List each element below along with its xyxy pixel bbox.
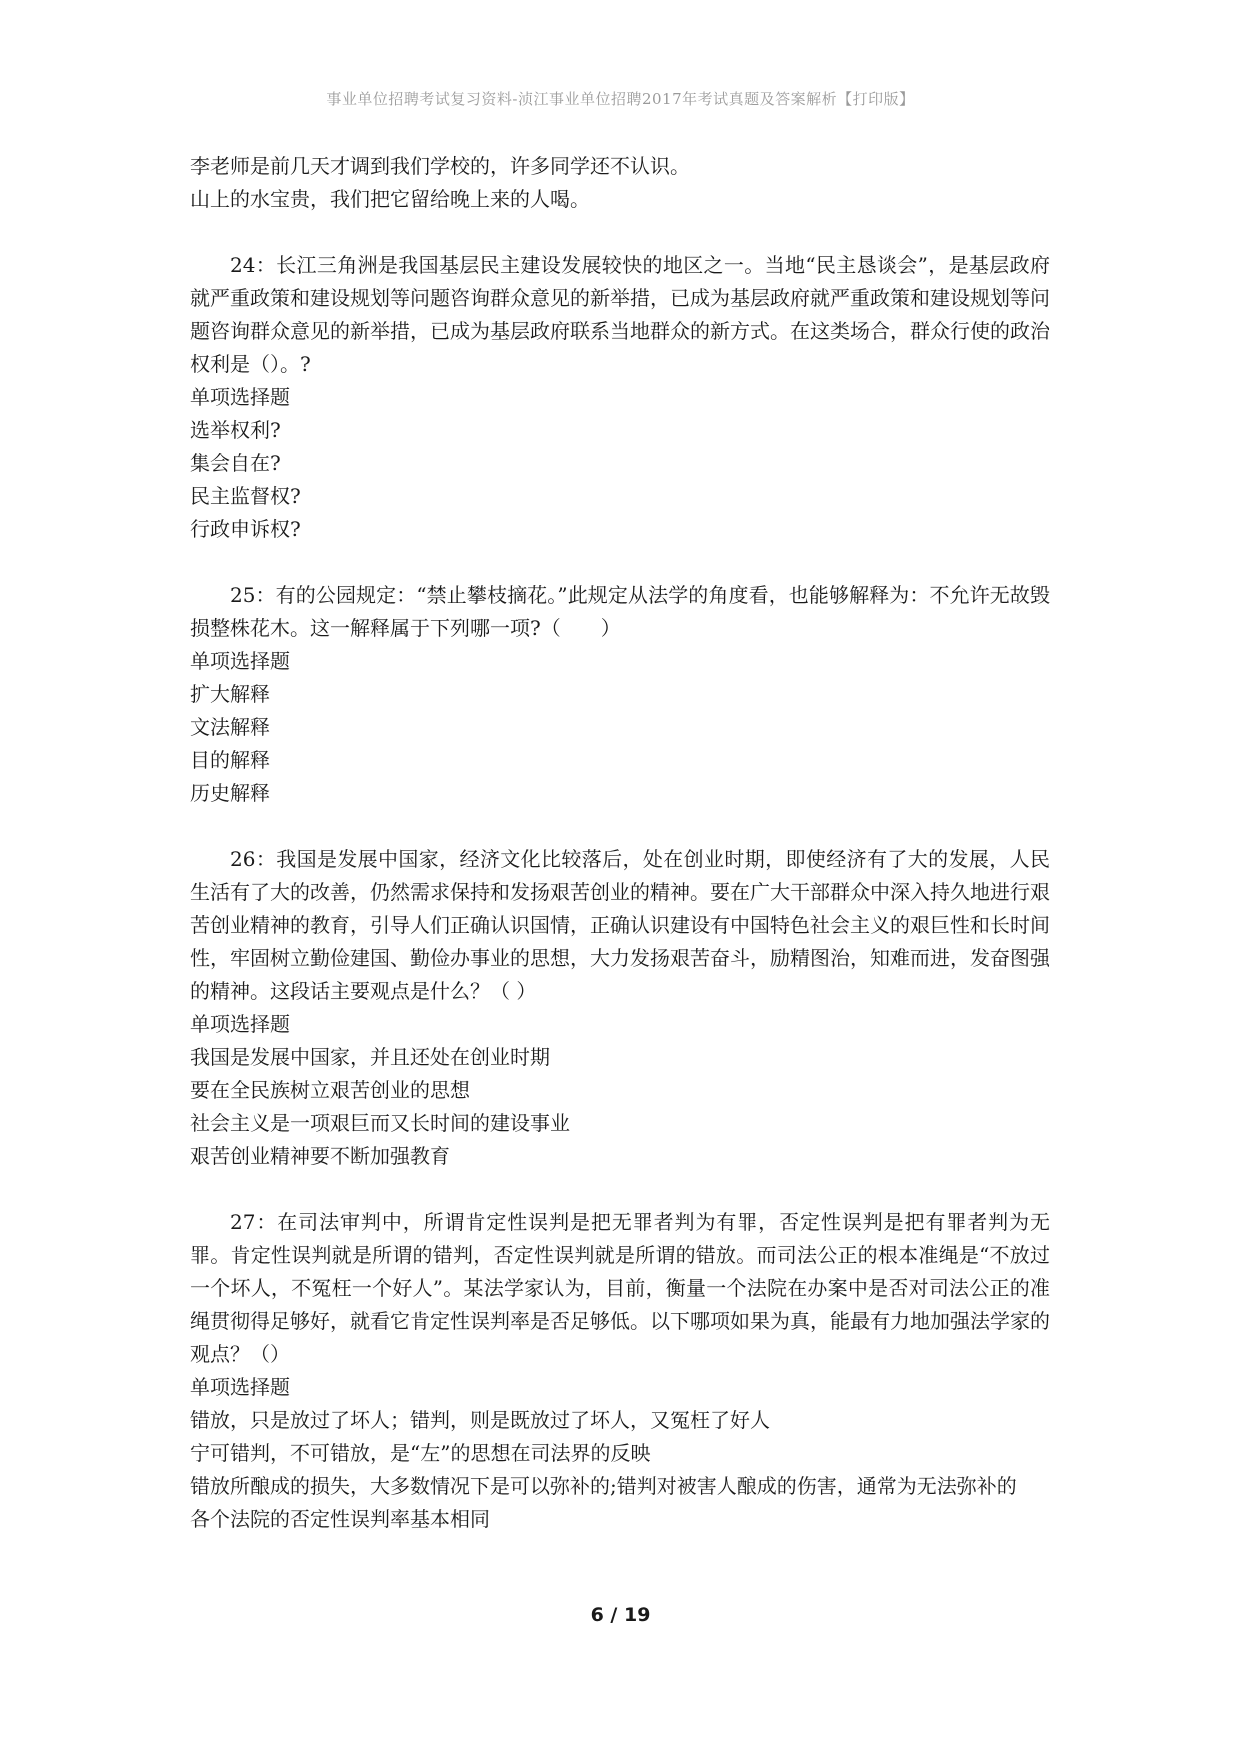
- question-option: 行政申诉权?: [190, 517, 301, 541]
- question-stem: 24：长江三角洲是我国基层民主建设发展较快的地区之一。当地“民主恳谈会”，是基层政府就严重政策和建设规划等问题咨询群众意见的新举措，已成为基层政府就严重政策和建设规划等问题咨询群众意见的新举措，已成为基层政府联系当地群众的新方式。在这类场合，群众行使的政治权利是（）。?: [190, 253, 1050, 376]
- question-option: 错放所酿成的损失，大多数情况下是可以弥补的;错判对被害人酿成的伤害，通常为无法弥补的: [190, 1474, 1017, 1498]
- question-24: [190, 249, 1050, 546]
- question-stem: 27：在司法审判中，所谓肯定性误判是把无罪者判为有罪，否定性误判是把有罪者判为无罪。肯定性误判就是所谓的错判，否定性误判就是所谓的错放。而司法公正的根本准绳是“不放过一个坏人，不冤枉一个好人”。某法学家认为，目前，衡量一个法院在办案中是否对司法公正的准绳贯彻得足够好，就看它肯定性误判率是否足够低。以下哪项如果为真，能最有力地加强法学家的观点？（）: [190, 1210, 1050, 1366]
- question-type: 单项选择题: [190, 1375, 290, 1399]
- document-body: [190, 150, 1050, 1536]
- intro-line: 李老师是前几天才调到我们学校的，许多同学还不认识。: [190, 154, 690, 178]
- question-stem: 26：我国是发展中国家，经济文化比较落后，处在创业时期，即使经济有了大的发展，人民生活有了大的改善，仍然需求保持和发扬艰苦创业的精神。要在广大干部群众中深入持久地进行艰苦创业精神的教育，引导人们正确认识国情，正确认识建设有中国特色社会主义的艰巨性和长时间性，牢固树立勤俭建国、勤俭办事业的思想，大力发扬艰苦奋斗，励精图治，知难而进，发奋图强的精神。这段话主要观点是什么？（ ）: [190, 847, 1050, 1003]
- question-option: 社会主义是一项艰巨而又长时间的建设事业: [190, 1111, 570, 1135]
- question-25: [190, 579, 1050, 810]
- question-option: 历史解释: [190, 781, 270, 805]
- question-27: [190, 1206, 1050, 1536]
- question-type: 单项选择题: [190, 1012, 290, 1036]
- question-option: 目的解释: [190, 748, 270, 772]
- question-option: 我国是发展中国家，并且还处在创业时期: [190, 1045, 550, 1069]
- question-type: 单项选择题: [190, 385, 290, 409]
- page-number: 6 / 19: [590, 1604, 651, 1626]
- question-option: 错放，只是放过了坏人；错判，则是既放过了坏人，又冤枉了好人: [190, 1408, 770, 1432]
- question-option: 要在全民族树立艰苦创业的思想: [190, 1078, 470, 1102]
- question-stem: 25：有的公园规定：“禁止攀枝摘花。”此规定从法学的角度看，也能够解释为：不允许无故毁损整株花木。这一解释属于下列哪一项?（ ）: [190, 583, 1050, 640]
- page-header: 事业单位招聘考试复习资料-浈江事业单位招聘2017年考试真题及答案解析【打印版】: [326, 90, 915, 108]
- question-option: 扩大解释: [190, 682, 270, 706]
- question-option: 民主监督权?: [190, 484, 301, 508]
- question-type: 单项选择题: [190, 649, 290, 673]
- question-26: [190, 843, 1050, 1173]
- question-option: 宁可错判，不可错放，是“左”的思想在司法界的反映: [190, 1441, 651, 1465]
- intro-line: 山上的水宝贵，我们把它留给晚上来的人喝。: [190, 187, 590, 211]
- question-option: 选举权利?: [190, 418, 281, 442]
- question-option: 集会自在?: [190, 451, 281, 475]
- question-option: 艰苦创业精神要不断加强教育: [190, 1144, 450, 1168]
- question-option: 各个法院的否定性误判率基本相同: [190, 1507, 490, 1531]
- question-option: 文法解释: [190, 715, 270, 739]
